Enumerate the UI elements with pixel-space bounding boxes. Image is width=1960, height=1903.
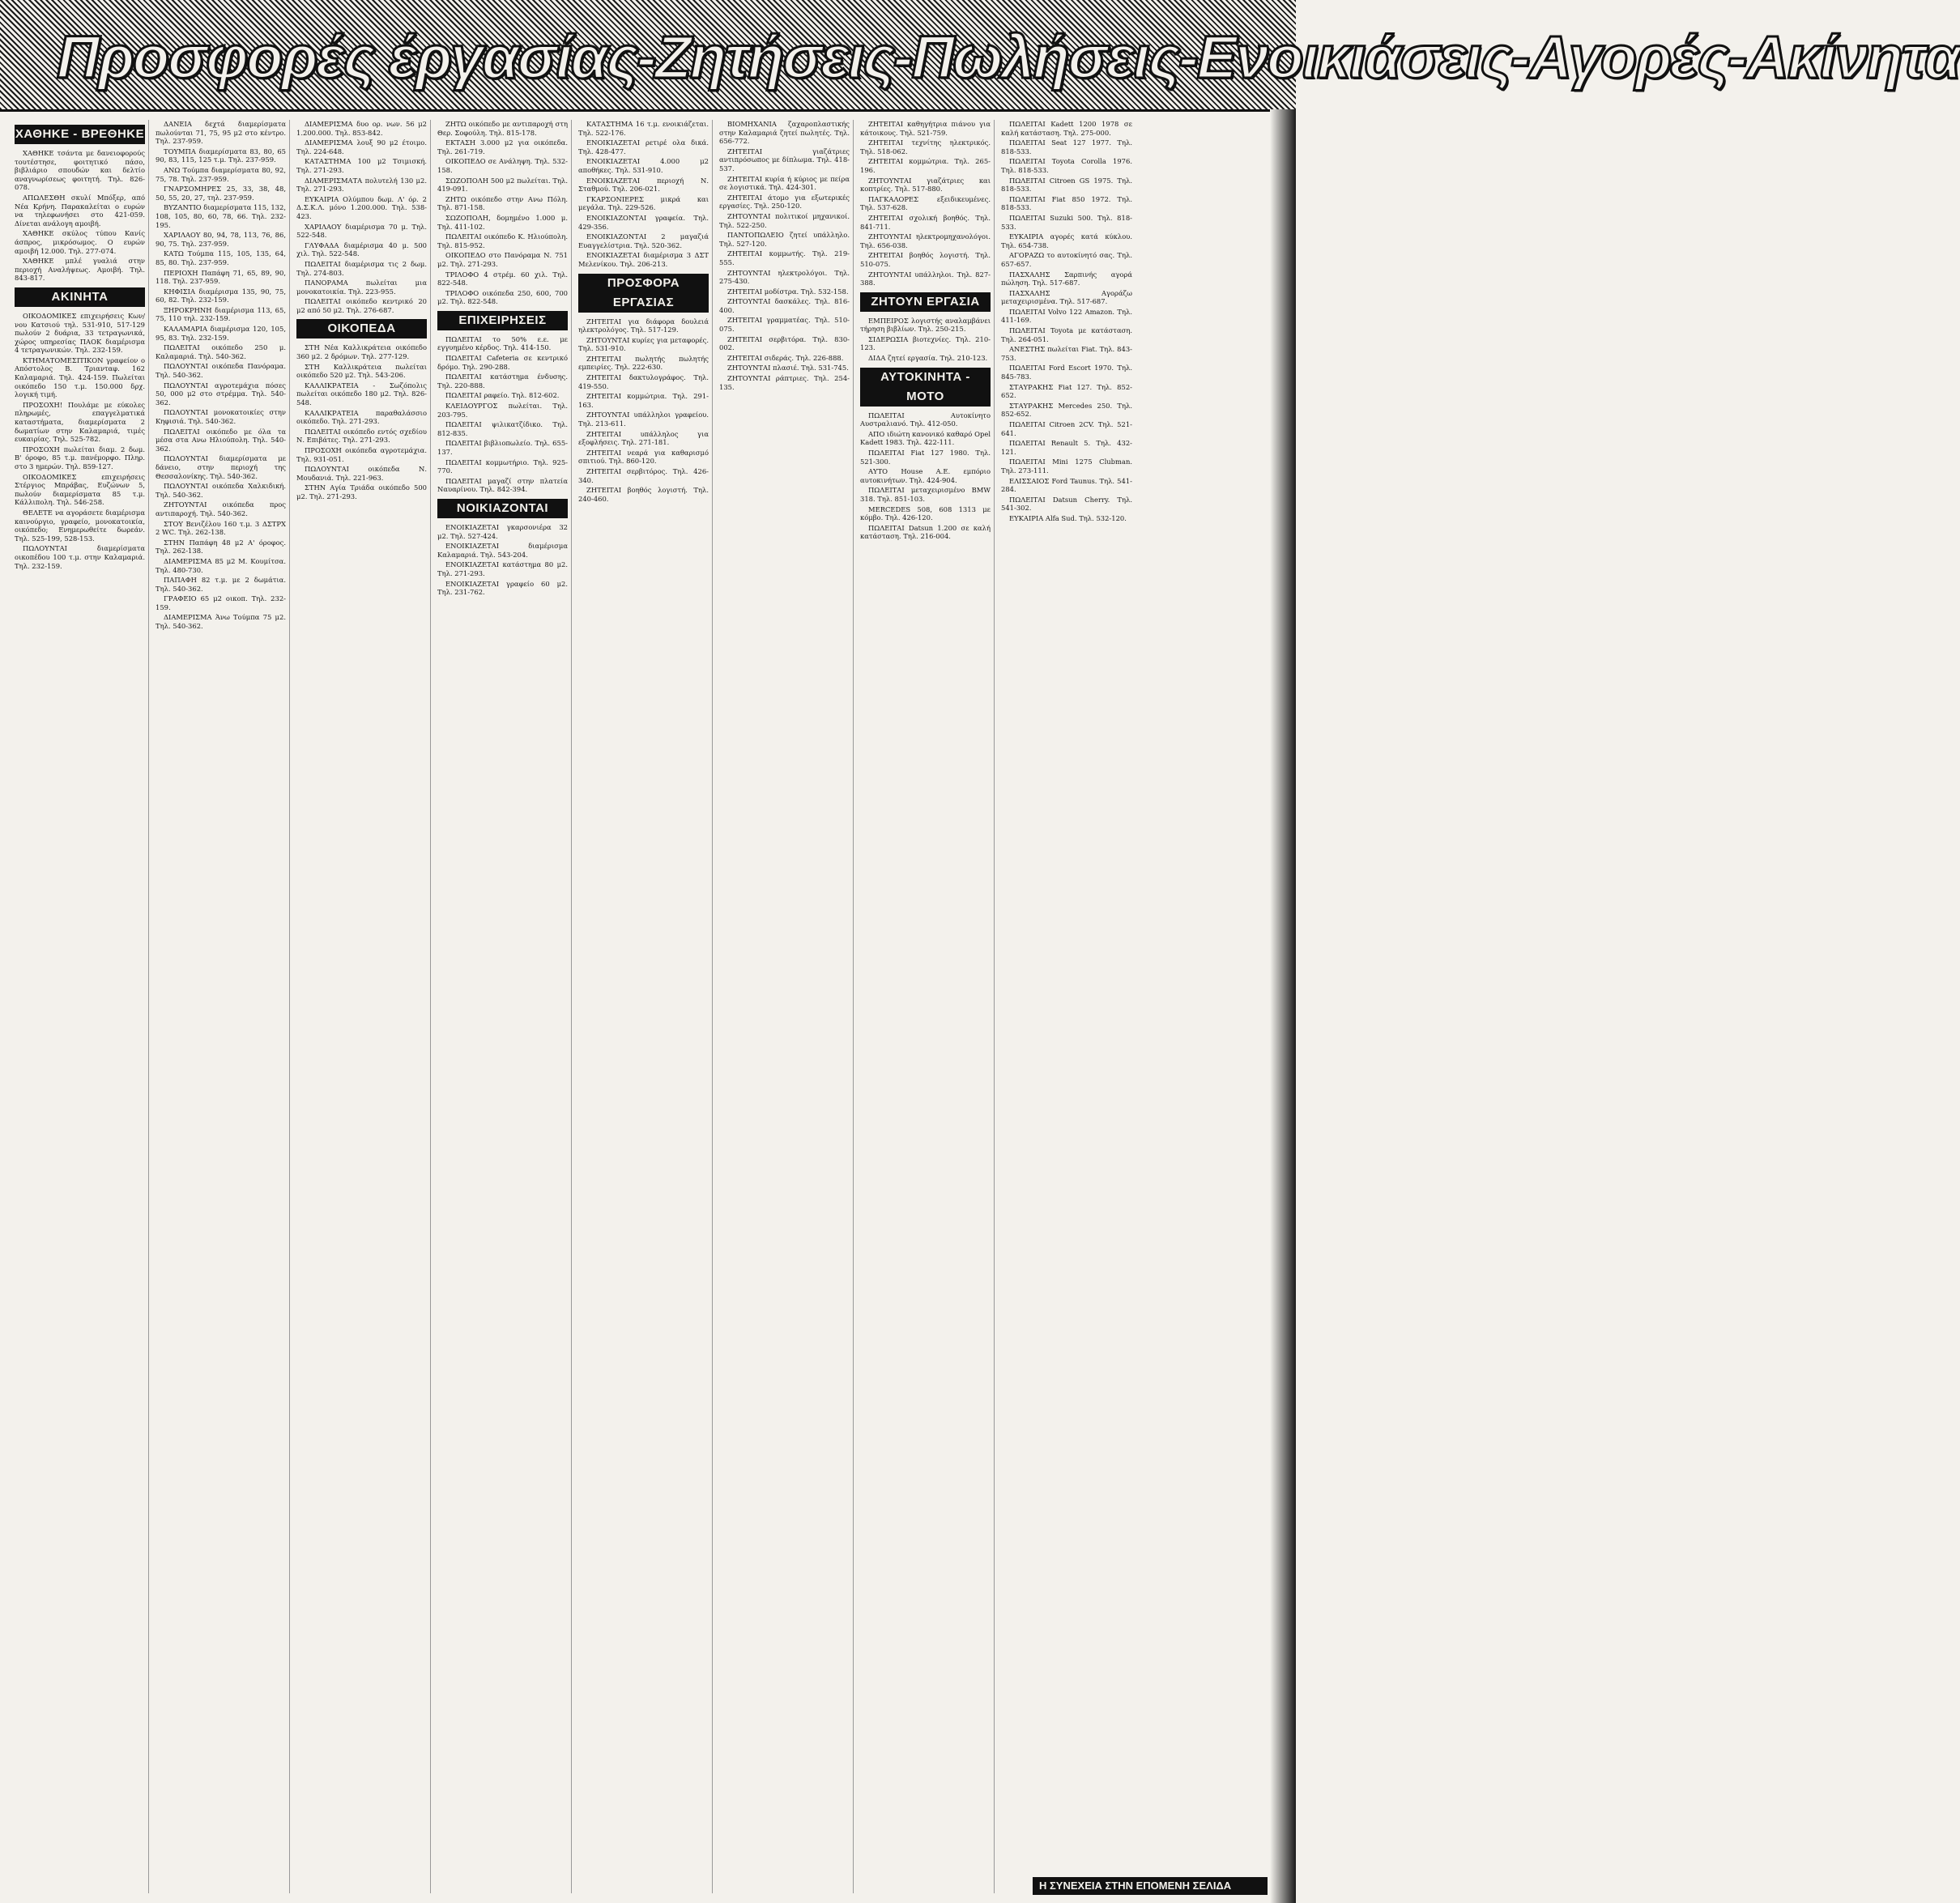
classified-ad: ΠΩΛΕΙΤΑΙ οικόπεδο κεντρικό 20 μ2 από 50 μ2. Τηλ. 276-687. [296,297,427,314]
classified-ad: ΚΗΦΙΣΙΑ διαμέρισμα 135, 90, 75, 60, 82. Τηλ. 232-159. [156,287,286,304]
classified-ad: ΖΗΤΕΙΤΑΙ κομμώτρια. Τηλ. 265-196. [860,157,991,174]
classified-ad: ΚΑΤΑΣΤΗΜΑ 16 τ.μ. ενοικιάζεται. Τηλ. 522-176. [578,120,709,137]
classified-ad: ΠΩΛΕΙΤΑΙ Αυτοκίνητο Αυστραλιανό. Τηλ. 412-050. [860,411,991,428]
classified-ad: ΑΝΩ Τούμπα διαμερίσματα 80, 92, 75, 78. Τηλ. 237-959. [156,165,286,183]
classified-ad: ΘΕΛΕΤΕ να αγοράσετε διαμέρισμα καινούργιο, γραφείο, μονοκατοικία, οικόπεδο; Ενημερωθείτε δωρεάν. Τηλ. 525-199, 528-153. [15,508,145,543]
classified-ad: ΠΩΛΕΙΤΑΙ Fiat 127 1980. Τηλ. 521-300. [860,449,991,466]
classified-ad: ΑΥΤΟ House Α.Ε. εμπόριο αυτοκινήτων. Τηλ. 424-904. [860,467,991,484]
classified-ad: ΖΗΤΕΙΤΑΙ σιδεράς. Τηλ. 226-888. [727,353,844,362]
classified-ad: ΠΩΛΕΙΤΑΙ Toyota με κατάσταση. Τηλ. 264-051. [1001,326,1132,343]
classified-ad: ΔΙΔΑ ζητεί εργασία. Τηλ. 210-123. [868,354,988,363]
classified-ad: ΧΑΡΙΛΑΟΥ διαμέρισμα 70 μ. Τηλ. 522-548. [296,222,427,240]
classified-ad: ΖΗΤΟΥΝΤΑΙ ηλεκτρολόγοι. Τηλ. 275-430. [719,268,850,286]
classified-ad: ΚΛΕΙΔΟΥΡΓΟΣ πωλείται. Τηλ. 203-795. [437,402,568,419]
classified-ad: ΖΗΤΩ οικόπεδο με αντιπαροχή στη Θερ. Σοφούλη. Τηλ. 815-178. [437,120,568,137]
classified-ad: ΠΩΛΕΙΤΑΙ κομμωτήριο. Τηλ. 925-770. [437,458,568,475]
classified-ad: ΚΤΗΜΑΤΟΜΕΣΙΤΙΚΟΝ γραφείον ο Απόστολος Β. Τριανταφ. 162 Καλαμαριά. Τηλ. 424-159. Πωλείται οικόπεδο 150 τ.μ. 150.000 δρχ. λογική τιμή. [15,355,145,399]
classified-ad: ΖΗΤΕΙΤΑΙ νεαρά για καθαρισμό σπιτιού. Τηλ. 860-120. [578,448,709,466]
column-3 [296,120,431,1893]
classified-ad: ΕΝΟΙΚΙΑΖΕΤΑΙ γραφείο 60 μ2. Τηλ. 231-762. [437,579,568,597]
classified-ad: ΑΓΟΡΑΖΩ το αυτοκίνητό σας. Τηλ. 657-657. [1001,251,1132,268]
classified-ad: ΚΑΛΛΙΚΡΑΤΕΙΑ παραθαλάσσιο οικόπεδο. Τηλ. 271-293. [296,408,427,426]
classified-ad: ΜΕRCEDES 508, 608 1313 με κόμβο. Τηλ. 426-120. [860,504,991,522]
classified-ad: ΔΙΑΜΕΡΙΣΜΑ δυο ορ. νων. 56 μ2 1.200.000. Τηλ. 853-842. [296,120,427,137]
classified-ad: ΖΗΤΕΙΤΑΙ σχολική βοηθός. Τηλ. 841-711. [860,213,991,231]
classified-ad: ΠΩΛΕΙΤΑΙ οικόπεδο 250 μ. Καλαμαριά. Τηλ. 540-362. [156,343,286,360]
classified-ad: ΟΙΚΟΠΕΔΟ σε Ανάληψη. Τηλ. 532-158. [437,157,568,174]
classified-ad: ΧΑΘΗΚΕ τσάντα με δανειοφορούς τουτέστησε, φοιτητικό πάσο, βιβλιάριο σπουδών και δελτίο αναγνωρίσεως φοιτητή. Τηλ. 826-078. [15,149,145,192]
continuation-note: Η ΣΥΝΕΧΕΙΑ ΣΤΗΝ ΕΠΟΜΕΝΗ ΣΕΛΙΔΑ [1033,1877,1268,1895]
classified-ad: ΠΩΛΟΥΝΤΑΙ διαμερίσματα με δάνειο, στην περιοχή της Θεσσαλονίκης. Τηλ. 540-362. [156,454,286,480]
classified-ad: ΠΑΝΟΡΑΜΑ πωλείται μια μονοκατοικία. Τηλ. 223-955. [296,279,427,296]
classified-ad: ΖΗΤΟΥΝΤΑΙ γιαζάτριες και κοπτρίες. Τηλ. 517-880. [860,176,991,194]
classified-ad: ΠΩΛΕΙΤΑΙ Datsun Cherry. Τηλ. 541-302. [1001,495,1132,513]
column-2 [156,120,290,1893]
classified-ad: ΖΗΤΟΥΝΤΑΙ δασκάλες. Τηλ. 816-400. [719,297,850,314]
classified-ad: ΠΩΛΕΙΤΑΙ οικόπεδο εντός σχεδίου Ν. Επιβάτες. Τηλ. 271-293. [296,427,427,445]
classified-ad: ΖΗΤΕΙΤΑΙ βοηθός λογιστή. Τηλ. 510-075. [860,251,991,268]
classified-ad: ΕΝΟΙΚΙΑΖΟΝΤΑΙ 2 μαγαζιά Ευαγγελίστρια. Τηλ. 520-362. [578,232,709,249]
classified-columns [15,120,1268,1893]
classified-ad: ΟΙΚΟΔΟΜΙΚΕΣ επιχειρήσεις Στέργιος Μπράβας, Ευζώνων 5, πωλούν διαμερίσματα 85 τ.μ. Κάλλιπολη. Τηλ. 546-258. [15,472,145,507]
classified-ad: ΖΗΤΕΙΤΑΙ τεχνίτης ηλεκτρικός. Τηλ. 518-062. [860,138,991,155]
classified-ad: ΠΩΛΕΙΤΑΙ μεταχειρισμένο BMW 318. Τηλ. 851-103. [860,486,991,503]
classified-ad: ΑΠΩΛΕΣΘΗ σκυλί Μπόξερ, από Νέα Κρήνη. Παρακαλείται ο ευρών να τηλεφωνήσει στο 421-059. Δίνεται ανάλογη αμοιβή. [15,193,145,228]
classified-ad: ΠΩΛΕΙΤΑΙ Citroen 2CV. Τηλ. 521-641. [1001,420,1132,437]
classified-ad: ΖΗΤΟΥΝΤΑΙ υπάλληλοι γραφείου. Τηλ. 213-611. [578,411,709,428]
classified-ad: ΠΑΣΧΑΛΗΣ Αγοράζω μεταχειρισμένα. Τηλ. 517-687. [1001,288,1132,306]
classified-ad: ΕΝΟΙΚΙΑΖΟΝΤΑΙ γραφεία. Τηλ. 429-356. [578,213,709,231]
classified-ad: ΖΗΤΕΙΤΑΙ κομμώτρια. Τηλ. 291-163. [578,392,709,409]
classified-ad: ΠΑΣΧΑΛΗΣ Σαρπινής αγορά πώληση. Τηλ. 517-687. [1001,270,1132,287]
classified-ad: ΔΑΝΕΙΑ δεχτά διαμερίσματα πωλούνται 71, 75, 95 μ2 στο κέντρο. Τηλ. 237-959. [156,120,286,146]
column-6 [719,120,854,1893]
classified-ad: ΖΗΤΕΙΤΑΙ κομμωτής. Τηλ. 219-555. [719,249,850,266]
page-banner [0,0,1960,112]
classified-ad: ΖΗΤΕΙΤΑΙ καθηγήτρια πιάνου για κάτοικους. Τηλ. 521-759. [860,120,991,137]
classified-ad: ΖΗΤΟΥΝΤΑΙ ράπτριες. Τηλ. 254-135. [719,374,850,391]
classified-ad: ΚΑΛΑΜΑΡΙΑ διαμέρισμα 120, 105, 95, 83. Τηλ. 232-159. [156,325,286,342]
classified-ad: ΠΑΠΑΦΗ 82 τ.μ. με 2 δωμάτια. Τηλ. 540-362. [156,576,286,593]
classified-ad: ΣΤΑΥΡΑΚΗΣ Mercedes 250. Τηλ. 852-652. [1001,401,1132,419]
classified-ad: ΠΩΛΕΙΤΑΙ οικόπεδο Κ. Ηλιούπολη. Τηλ. 815-952. [437,232,568,249]
classified-ad: ΖΗΤΟΥΝΤΑΙ οικόπεδα προς αντιπαροχή. Τηλ. 540-362. [156,500,286,517]
column-4 [437,120,572,1893]
classified-ad: ΠΩΛΕΙΤΑΙ Suzuki 500. Τηλ. 818-533. [1001,213,1132,231]
classified-ad: ΠΩΛΕΙΤΑΙ Kadett 1200 1978 σε καλή κατάσταση. Τηλ. 275-000. [1001,120,1132,137]
classified-ad: ΣΤΑΥΡΑΚΗΣ Fiat 127. Τηλ. 852-652. [1001,382,1132,400]
classified-ad: ΓΝΑΡΣΟΜΗΡΕΣ 25, 33, 38, 48, 50, 55, 20, 27, τηλ. 237-959. [156,185,286,202]
classified-ad: ΣΙΔΕΡΩΣΙΑ βιοτεχνίες. Τηλ. 210-123. [860,334,991,352]
classified-ad: ΕΝΟΙΚΙΑΖΕΤΑΙ διαμέρισμα Καλαμαριά. Τηλ. 543-204. [437,542,568,559]
classified-ad: ΠΩΛΕΙΤΑΙ Fiat 850 1972. Τηλ. 818-533. [1001,194,1132,212]
classified-ad: ΖΗΤΕΙΤΑΙ μοδίστρα. Τηλ. 532-158. [727,287,849,296]
classified-ad: ΧΑΘΗΚΕ σκύλος τύπου Κανίς άσπρος, μικρόσωμος. Ο ευρών αμοιβή 12.000. Τηλ. 277-074. [15,229,145,255]
classified-ad: ΖΗΤΕΙΤΑΙ κυρία ή κύριος με πείρα σε λογιστικά. Τηλ. 424-301. [719,174,850,192]
classified-ad: ΔΙΑΜΕΡΙΣΜΑ λουξ 90 μ2 έτοιμο. Τηλ. 224-648. [296,138,427,155]
classified-ad: ΠΕΡΙΟΧΗ Παπάφη 71, 65, 89, 90, 118. Τηλ. 237-959. [156,268,286,286]
column-1 [15,120,149,1893]
classified-ad: ΠΩΛΕΙΤΑΙ ψιλικατζίδικο. Τηλ. 812-835. [437,420,568,437]
classified-ad: ΖΗΤΟΥΝΤΑΙ πολιτικοί μηχανικοί. Τηλ. 522-250. [719,211,850,229]
classified-ad: ΠΩΛΟΥΝΤΑΙ μονοκατοικίες στην Κηφισιά. Τηλ. 540-362. [156,408,286,425]
classified-ad: ΠΩΛΕΙΤΑΙ Renault 5. Τηλ. 432-121. [1001,439,1132,456]
banner-title: Προσφορές έργασίας-Ζητήσεις-Πωλήσεις-Ενοικιάσεις-Αγορές-Ακίνητα [57,23,1960,91]
column-7 [860,120,995,1893]
classified-ad: ΠΩΛΕΙΤΑΙ Cafeteria σε κεντρικό δρόμο. Τηλ. 290-288. [437,354,568,371]
classified-ad: ΠΩΛΕΙΤΑΙ το 50% ε.ε. με εγγυημένο κέρδος. Τηλ. 414-150. [437,334,568,352]
classified-ad: ΕΝΟΙΚΙΑΖΕΤΑΙ 4.000 μ2 αποθήκες. Τηλ. 531-910. [578,157,709,174]
section-header: ΠΡΟΣΦΟΡΑ ΕΡΓΑΣΙΑΣ [578,274,709,313]
classified-ad: ΕΥΚΑΙΡΙΑ Ολύμπου δωμ. Λ' όρ. 2 Δ.Σ.Κ.Λ. μόνο 1.200.000. Τηλ. 538-423. [296,194,427,220]
classified-ad: ΒΥΖΑΝΤΙΟ διαμερίσματα 115, 132, 108, 105, 80, 60, 78, 66. Τηλ. 232-195. [156,203,286,229]
classified-ad: ΠΑΓΚΑΛΟΡΕΣ εξειδικευμένες. Τηλ. 537-628. [860,194,991,212]
classified-ad: ΚΑΤΑΣΤΗΜΑ 100 μ2 Τσιμισκή. Τηλ. 271-293. [296,157,427,174]
classified-ad: ΑΠΟ ιδιώτη κανονικό καθαρό Opel Kadett 1983. Τηλ. 422-111. [860,429,991,447]
classified-ad: ΠΩΛΕΙΤΑΙ διαμέρισμα τις 2 δωμ. Τηλ. 274-803. [296,259,427,277]
classified-ad: ΣΩΖΟΠΟΛΗ, δομημένο 1.000 μ. Τηλ. 411-102. [437,213,568,231]
classified-ad: ΖΗΤΕΙΤΑΙ σερβιτόρος. Τηλ. 426-340. [578,467,709,484]
classified-ad: ΣΤΗΝ Αγία Τριάδα οικόπεδο 500 μ2. Τηλ. 271-293. [296,483,427,500]
classified-ad: ΖΗΤΕΙΤΑΙ υπάλληλος για εξοφλήσεις. Τηλ. 271-181. [578,429,709,447]
classified-ad: ΕΜΠΕΙΡΟΣ λογιστής αναλαμβάνει τήρηση βιβλίων. Τηλ. 250-215. [860,316,991,334]
classified-ad: ΠΩΛΟΥΝΤΑΙ διαμερίσματα οικοπέδου 100 τ.μ. στην Καλαμαριά. Τηλ. 232-159. [15,544,145,570]
classified-ad: ΕΚΤΑΣΗ 3.000 μ2 για οικόπεδα. Τηλ. 261-719. [437,138,568,155]
classified-ad: ΔΙΑΜΕΡΙΣΜΑ 85 μ2 Μ. Κουμίτσα. Τηλ. 480-730. [156,556,286,574]
classified-ad: ΠΩΛΕΙΤΑΙ μαγαζί στην πλατεία Ναυαρίνου. Τηλ. 842-394. [437,476,568,494]
classified-ad: ΖΗΤΕΙΤΑΙ δακτυλογράφος. Τηλ. 419-550. [578,373,709,390]
classified-ad: ΕΥΚΑΙΡΙΑ αγορές κατά κύκλου. Τηλ. 654-738. [1001,232,1132,249]
classified-ad: ΠΩΛΕΙΤΑΙ Citroen GS 1975. Τηλ. 818-533. [1001,176,1132,194]
classified-ad: ΠΩΛΟΥΝΤΑΙ οικόπεδα Ν. Μουδανιά. Τηλ. 221-963. [296,465,427,482]
classified-ad: ΕΥΚΑΙΡΙΑ Alfa Sud. Τηλ. 532-120. [1009,513,1127,522]
classified-ad: ΠΩΛΕΙΤΑΙ Ford Escort 1970. Τηλ. 845-783. [1001,364,1132,381]
page-edge-shadow [1270,109,1296,1903]
section-header: ΑΥΤΟΚΙΝΗΤΑ - ΜΟΤΟ [860,368,991,407]
section-header: ΖΗΤΟΥΝ ΕΡΓΑΣΙΑ [860,292,991,312]
classified-ad: ΣΤΗΝ Παπάφη 48 μ2 Α' όροφος. Τηλ. 262-138. [156,538,286,556]
classified-ad: ΖΗΤΕΙΤΑΙ για διάφορα δουλειά ηλεκτρολόγος. Τηλ. 517-129. [578,317,709,334]
classified-ad: ΖΗΤΕΙΤΑΙ γραμματέας. Τηλ. 510-075. [719,316,850,334]
section-header: ΝΟΙΚΙΑΖΟΝΤΑΙ [437,499,568,518]
classified-ad: ΒΙΟΜΗΧΑΝΙΑ ζαχαροπλαστικής στην Καλαμαριά ζητεί πωλητές. Τηλ. 656-772. [719,120,850,146]
classified-ad: ΞΗΡΟΚΡΗΝΗ διαμέρισμα 113, 65, 75, 110 τηλ. 232-159. [156,305,286,323]
classified-ad: ΔΙΑΜΕΡΙΣΜΑ Άνω Τούμπα 75 μ2. Τηλ. 540-362. [156,613,286,631]
classified-ad: ΖΗΤΕΙΤΑΙ γιαζάτριες αντιπρόσωπος με δίπλωμα. Τηλ. 418-537. [719,147,850,172]
classified-ad: ΕΝΟΙΚΙΑΖΕΤΑΙ περιοχή Ν. Σταθμού. Τηλ. 206-021. [578,176,709,194]
classified-ad: ΠΩΛΕΙΤΑΙ κατάστημα ένδυσης. Τηλ. 220-888. [437,373,568,390]
section-header: ΧΑΘΗΚΕ - ΒΡΕΘΗΚΕ [15,125,145,144]
section-header: ΟΙΚΟΠΕΔΑ [296,319,427,338]
classified-ad: ΠΩΛΟΥΝΤΑΙ οικόπεδα Πανόραμα. Τηλ. 540-362. [156,362,286,380]
classified-ad: ΠΩΛΕΙΤΑΙ Datsun 1.200 σε καλή κατάσταση. Τηλ. 216-004. [860,523,991,541]
classified-ad: ΖΗΤΩ οικόπεδο στην Ανω Πόλη. Τηλ. 871-158. [437,194,568,212]
classified-ad: ΓΚΑΡΣΟΝΙΕΡΕΣ μικρά και μεγάλα. Τηλ. 229-526. [578,194,709,212]
classified-ad: ΕΝΟΙΚΙΑΖΕΤΑΙ ρετιρέ ολα δικά. Τηλ. 428-477. [578,138,709,155]
classified-ad: ΖΗΤΟΥΝΤΑΙ κυρίες για μεταφορές. Τηλ. 531-910. [578,335,709,353]
classified-ad: ΣΤΟΥ Βενιζέλου 160 τ.μ. 3 ΔΣΤΡΧ 2 WC. Τηλ. 262-138. [156,519,286,537]
classified-ad: ΖΗΤΟΥΝΤΑΙ ηλεκτρομηχανολόγοι. Τηλ. 656-038. [860,232,991,249]
classified-ad: ΤΟΥΜΠΑ διαμερίσματα 83, 80, 65 90, 83, 115, 125 τ.μ. Τηλ. 237-959. [156,147,286,164]
classified-ad: ΓΛΥΦΑΔΑ διαμέρισμα 40 μ. 500 χιλ. Τηλ. 522-548. [296,241,427,258]
classified-ad: ΧΑΡΙΛΑΟΥ 80, 94, 78, 113, 76, 86, 90, 75. Τηλ. 237-959. [156,231,286,248]
classified-ad: ΟΙΚΟΔΟΜΙΚΕΣ επιχειρήσεις Κων/νου Κατσιού τηλ. 531-910, 517-129 πωλούν 2 δυάρια, 33 τετραγωνικά, χώρος υπηρεσίας ΠΑΟΚ διαμέρισμα 4 τετραγωνικών. Τηλ. 232-159. [15,311,145,355]
section-header: ΕΠΙΧΕΙΡΗΣΕΙΣ [437,311,568,330]
column-5 [578,120,713,1893]
classified-ad: ΠΩΛΟΥΝΤΑΙ οικόπεδα Χαλκιδική. Τηλ. 540-362. [156,482,286,499]
classified-ad: ΕΝΟΙΚΙΑΖΕΤΑΙ διαμέρισμα 3 ΔΣΤ Μελενίκου. Τηλ. 206-213. [578,251,709,268]
classified-ad: ΖΗΤΕΙΤΑΙ βοηθός λογιστή. Τηλ. 240-460. [578,486,709,503]
section-header: ΑΚΙΝΗΤΑ [15,287,145,307]
classified-ad: ΚΑΤΩ Τούμπα 115, 105, 135, 64, 85, 80. Τηλ. 237-959. [156,249,286,266]
classified-ad: ΠΑΝΤΟΠΩΛΕΙΟ ζητεί υπάλληλο. Τηλ. 527-120. [719,231,850,248]
classified-ad: ΕΝΟΙΚΙΑΖΕΤΑΙ κατάστημα 80 μ2. Τηλ. 271-293. [437,560,568,577]
classified-ad: ΕΛΙΣΣΑΙΟΣ Ford Taunus. Τηλ. 541-284. [1001,476,1132,494]
classified-ad: ΖΗΤΕΙΤΑΙ σερβιτόρα. Τηλ. 830-002. [719,334,850,352]
classified-ad: ΖΗΤΟΥΝΤΑΙ υπάλληλοι. Τηλ. 827-388. [860,270,991,287]
classified-ad: ΖΗΤΟΥΝΤΑΙ πλασιέ. Τηλ. 531-745. [727,364,849,373]
classified-ad: ΠΩΛΕΙΤΑΙ βιβλιοπωλείο. Τηλ. 655-137. [437,439,568,456]
classified-ad: ΧΑΘΗΚΕ μπλέ γυαλιά στην περιοχή Αναλήψεως. Αμοιβή. Τηλ. 843-817. [15,257,145,283]
column-8 [1001,120,1136,1893]
classified-ad: ΠΩΛΕΙΤΑΙ Volvo 122 Amazon. Τηλ. 411-169. [1001,307,1132,325]
classified-ad: ΟΙΚΟΠΕΔΟ στο Πανόραμα Ν. 751 μ2. Τηλ. 271-293. [437,251,568,268]
classified-ad: ΠΡΟΣΟΧΗ οικόπεδα αγροτεμάχια. Τηλ. 931-051. [296,446,427,463]
classified-ad: ΔΙΑΜΕΡΙΣΜΑΤΑ πολυτελή 130 μ2. Τηλ. 271-293. [296,176,427,194]
classified-ad: ΖΗΤΕΙΤΑΙ πωλητής πωλητής εμπειρίες. Τηλ. 222-630. [578,354,709,372]
classified-ad: ΠΩΛΕΙΤΑΙ Toyota Corolla 1976. Τηλ. 818-533. [1001,157,1132,174]
classified-ad: ΤΡΙΛΟΦΟ οικόπεδα 250, 600, 700 μ2. Τηλ. 822-548. [437,288,568,306]
classified-ad: ΖΗΤΕΙΤΑΙ άτομο για εξωτερικές εργασίες. Τηλ. 250-120. [719,193,850,211]
classified-ad: ΕΝΟΙΚΙΑΖΕΤΑΙ γκαρσονιέρα 32 μ2. Τηλ. 527-424. [437,522,568,540]
classified-ad: ΠΩΛΕΙΤΑΙ Mini 1275 Clubman. Τηλ. 273-111. [1001,458,1132,475]
classified-ad: ΣΤΗ Καλλικράτεια πωλείται οικόπεδο 520 μ2. Τηλ. 543-206. [296,362,427,380]
classified-ad: ΑΝΕΣΤΗΣ πωλείται Fiat. Τηλ. 843-753. [1001,345,1132,362]
classified-ad: ΣΤΗ Νέα Καλλικράτεια οικόπεδο 360 μ2. 2 δρόμων. Τηλ. 277-129. [296,343,427,361]
classified-ad: ΠΩΛΟΥΝΤΑΙ αγροτεμάχια πόσες 50, 000 μ2 στο στρέμμα. Τηλ. 540-362. [156,381,286,407]
classified-ad: ΓΡΑΦΕΙΟ 65 μ2 οικοπ. Τηλ. 232-159. [156,594,286,611]
classified-ad: ΠΩΛΕΙΤΑΙ Seat 127 1977. Τηλ. 818-533. [1001,138,1132,155]
classified-ad: ΠΡΟΣΟΧΗ πωλείται διαμ. 2 δωμ. Β' όροφο, 85 τ.μ. πανέμορφο. Πληρ. στο 3 ημερών. Τηλ. 859-127. [15,445,145,470]
classified-ad: ΚΑΛΛΙΚΡΑΤΕΙΑ - Σωζόπολις πωλείται οικόπεδο 180 μ2. Τηλ. 826-548. [296,381,427,407]
classified-ad: ΤΡΙΛΟΦΟ 4 στρέμ. 60 χιλ. Τηλ. 822-548. [437,270,568,287]
classified-ad: ΠΡΟΣΟΧΗ! Πουλάμε με εύκολες πληρωμές, επαγγελματικά καταστήματα, διαμερίσματα 2 δωματίων στην Καλαμαριά, τιμές ευκαιρίας. Τηλ. 525-782. [15,400,145,444]
classified-ad: ΣΩΖΟΠΟΛΗ 500 μ2 πωλείται. Τηλ. 419-091. [437,176,568,194]
classified-ad: ΠΩΛΕΙΤΑΙ οικόπεδο με όλα τα μέσα στα Ανω Ηλιούπολη. Τηλ. 540-362. [156,427,286,453]
classified-ad: ΠΩΛΕΙΤΑΙ ραφείο. Τηλ. 812-602. [445,391,560,400]
